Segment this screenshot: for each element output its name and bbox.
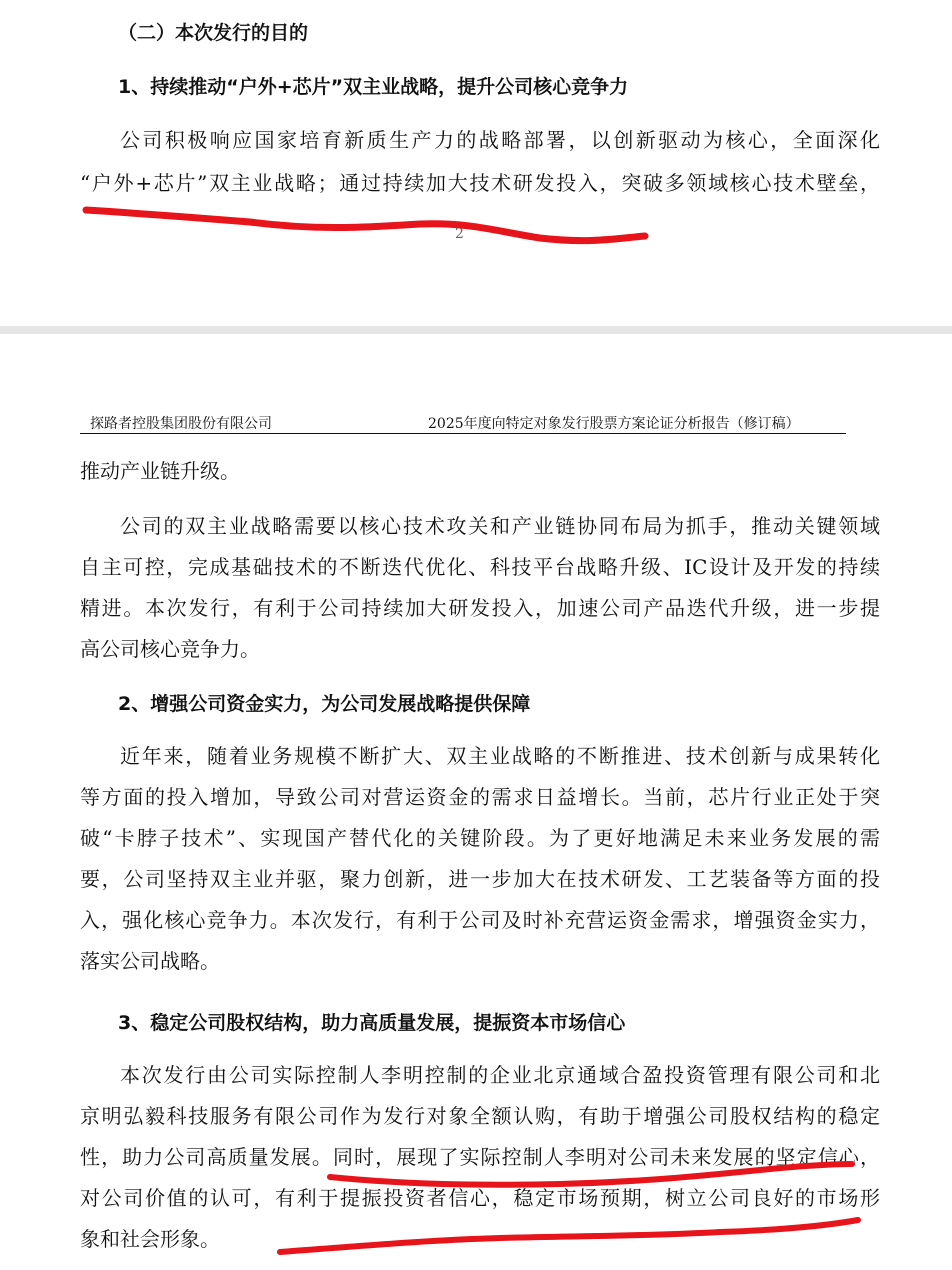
para-1-continuation: 推动产业链升级。 (80, 459, 240, 483)
para-4-line-3: 性，助力公司高质量发展。同时，展现了实际控制人李明对公司未来发展的坚定信心， (80, 1145, 880, 1169)
para-3-line-6: 落实公司战略。 (80, 949, 220, 973)
para-2-line-4: 高公司核心竞争力。 (80, 637, 260, 661)
para-4-line-2: 京明弘毅科技服务有限公司作为发行对象全额认购，有助于增强公司股权结构的稳定 (80, 1104, 880, 1128)
header-report-title: 2025年度向特定对象发行股票方案论证分析报告（修订稿） (428, 416, 800, 432)
para-3-line-2: 等方面的投入增加，导致公司对营运资金的需求日益增长。当前，芯片行业正处于突 (80, 785, 880, 809)
para-4-line-4: 对公司价值的认可，有利于提振投资者信心，稳定市场预期，树立公司良好的市场形 (80, 1186, 880, 1210)
header-company-name: 探路者控股集团股份有限公司 (90, 416, 272, 432)
subheading-3: 3、稳定公司股权结构，助力高质量发展，提振资本市场信心 (118, 1012, 626, 1034)
para-3-line-5: 入，强化核心竞争力。本次发行，有利于公司及时补充营运资金需求，增强资金实力， (80, 908, 880, 932)
header-rule (80, 433, 846, 434)
page-bottom (0, 334, 952, 1270)
para-1-line-1: 公司积极响应国家培育新质生产力的战略部署，以创新驱动为核心，全面深化 (120, 128, 880, 152)
subheading-2: 2、增强公司资金实力，为公司发展战略提供保障 (118, 693, 531, 715)
page-top (0, 0, 952, 326)
page-number: 2 (455, 226, 464, 242)
page-separator (0, 326, 952, 334)
para-3-line-3: 破“卡脖子技术”、实现国产替代化的关键阶段。为了更好地满足未来业务发展的需 (80, 826, 880, 850)
para-2-line-2: 自主可控，完成基础技术的不断迭代优化、科技平台战略升级、IC设计及开发的持续 (80, 555, 880, 579)
para-4-line-1: 本次发行由公司实际控制人李明控制的企业北京通域合盈投资管理有限公司和北 (120, 1063, 880, 1087)
para-3-line-1: 近年来，随着业务规模不断扩大、双主业战略的不断推进、技术创新与成果转化 (120, 744, 880, 768)
subheading-1: 1、持续推动“户外+芯片”双主业战略，提升公司核心竞争力 (118, 76, 629, 98)
para-2-line-1: 公司的双主业战略需要以核心技术攻关和产业链协同布局为抓手，推动关键领域 (120, 514, 880, 538)
para-2-line-3: 精进。本次发行，有利于公司持续加大研发投入，加速公司产品迭代升级，进一步提 (80, 596, 880, 620)
para-1-line-2: “户外+芯片”双主业战略；通过持续加大技术研发投入，突破多领域核心技术壁垒， (80, 171, 880, 195)
para-3-line-4: 要，公司坚持双主业并驱，聚力创新，进一步加大在技术研发、工艺装备等方面的投 (80, 867, 880, 891)
para-4-line-5: 象和社会形象。 (80, 1227, 220, 1251)
section-heading: （二）本次发行的目的 (118, 22, 309, 44)
